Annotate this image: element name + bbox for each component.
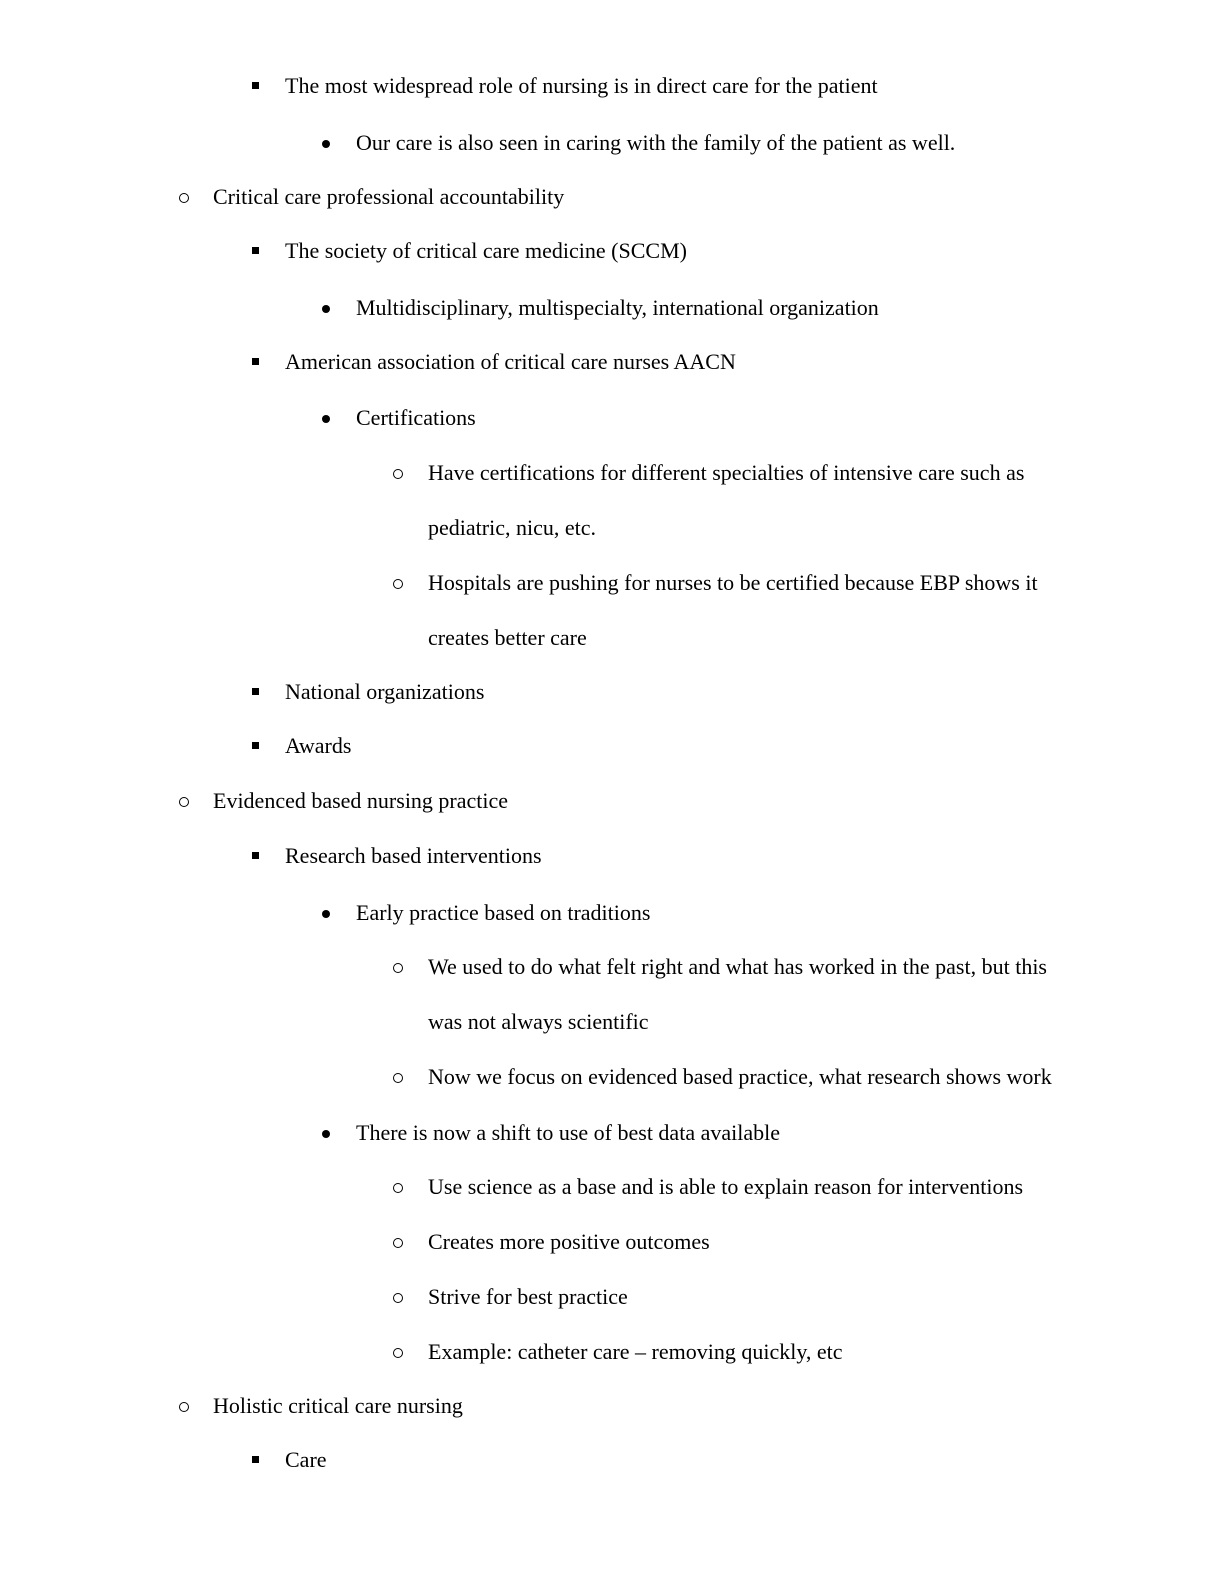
square-bullet-icon bbox=[252, 82, 259, 89]
outline-item: Holistic critical care nursing bbox=[213, 1393, 463, 1418]
outline-item: There is now a shift to use of best data available bbox=[356, 1120, 780, 1145]
circle-bullet-icon bbox=[393, 1073, 403, 1083]
outline-item: Awards bbox=[285, 733, 352, 758]
circle-bullet-icon bbox=[179, 193, 189, 203]
outline-item: Care bbox=[285, 1447, 327, 1472]
square-bullet-icon bbox=[252, 852, 259, 859]
bullet-dot-icon bbox=[322, 1130, 330, 1138]
outline-item: Example: catheter care – removing quickly, etc bbox=[428, 1339, 843, 1364]
outline-item: Our care is also seen in caring with the family of the patient as well. bbox=[356, 130, 956, 155]
square-bullet-icon bbox=[252, 247, 259, 254]
outline-item: The most widespread role of nursing is in direct care for the patient bbox=[285, 73, 878, 98]
outline-item: Evidenced based nursing practice bbox=[213, 788, 509, 813]
circle-bullet-icon bbox=[393, 469, 403, 479]
outline-item: Strive for best practice bbox=[428, 1284, 628, 1309]
outline-item: Critical care professional accountability bbox=[213, 184, 565, 209]
outline-item-continuation: was not always scientific bbox=[428, 1009, 649, 1034]
outline-item: We used to do what felt right and what has worked in the past, but this bbox=[428, 954, 1047, 979]
circle-bullet-icon bbox=[393, 1293, 403, 1303]
bullet-dot-icon bbox=[322, 415, 330, 423]
square-bullet-icon bbox=[252, 688, 259, 695]
circle-bullet-icon bbox=[393, 963, 403, 973]
outline-item: Early practice based on traditions bbox=[356, 900, 651, 925]
outline-item: Have certifications for different specialties of intensive care such as bbox=[428, 460, 1025, 485]
circle-bullet-icon bbox=[393, 1348, 403, 1358]
square-bullet-icon bbox=[252, 1456, 259, 1463]
outline-item: National organizations bbox=[285, 679, 485, 704]
circle-bullet-icon bbox=[393, 579, 403, 589]
outline-item: The society of critical care medicine (SCCM) bbox=[285, 238, 687, 263]
square-bullet-icon bbox=[252, 358, 259, 365]
outline-item: Multidisciplinary, multispecialty, international organization bbox=[356, 295, 879, 320]
outline-item: Creates more positive outcomes bbox=[428, 1229, 710, 1254]
outline-item: Now we focus on evidenced based practice, what research shows work bbox=[428, 1064, 1052, 1089]
square-bullet-icon bbox=[252, 742, 259, 749]
circle-bullet-icon bbox=[179, 1402, 189, 1412]
outline-item: Use science as a base and is able to explain reason for interventions bbox=[428, 1174, 1024, 1199]
outline-item-continuation: pediatric, nicu, etc. bbox=[428, 515, 596, 540]
circle-bullet-icon bbox=[393, 1238, 403, 1248]
bullet-dot-icon bbox=[322, 305, 330, 313]
outline-item: Research based interventions bbox=[285, 843, 542, 868]
outline-item-continuation: creates better care bbox=[428, 625, 587, 650]
circle-bullet-icon bbox=[179, 797, 189, 807]
bullet-dot-icon bbox=[322, 910, 330, 918]
outline-item: American association of critical care nurses AACN bbox=[285, 349, 736, 374]
circle-bullet-icon bbox=[393, 1183, 403, 1193]
outline-item: Hospitals are pushing for nurses to be certified because EBP shows it bbox=[428, 570, 1038, 595]
outline-item: Certifications bbox=[356, 405, 476, 430]
bullet-dot-icon bbox=[322, 140, 330, 148]
